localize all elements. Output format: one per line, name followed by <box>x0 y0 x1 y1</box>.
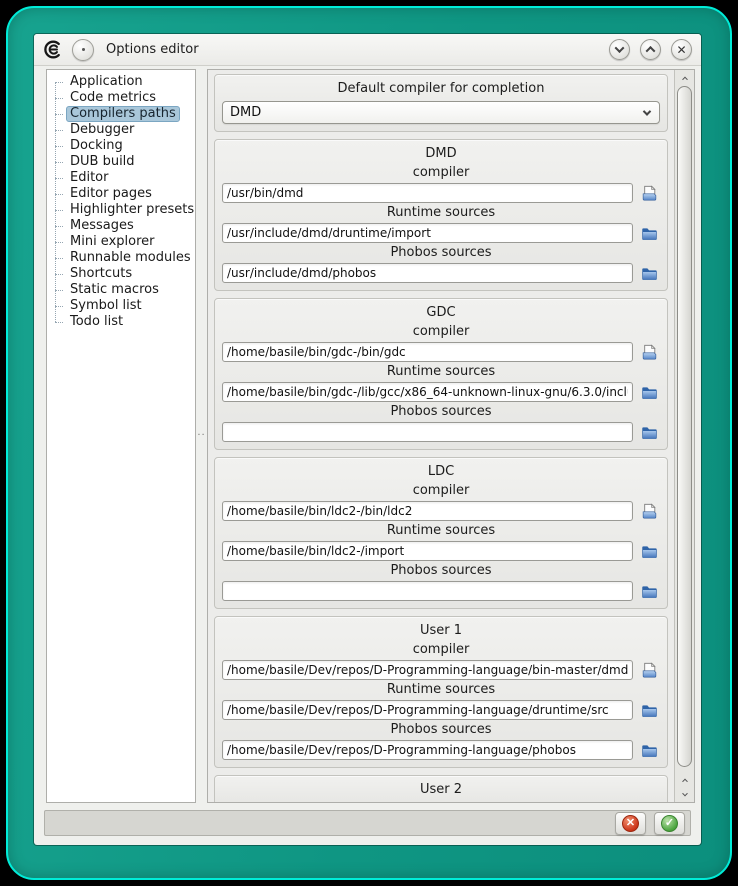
roll-down-button[interactable] <box>609 39 630 60</box>
path-field <box>222 481 660 521</box>
chevron-up-icon <box>682 76 688 82</box>
path-input[interactable] <box>222 541 633 561</box>
sidebar-item-symbol-list[interactable] <box>49 298 193 314</box>
sidebar-item-label: Debugger <box>70 122 135 137</box>
group-fields <box>222 481 660 601</box>
path-input[interactable] <box>222 700 633 720</box>
group-title: LDC <box>427 464 455 479</box>
path-input[interactable] <box>222 382 633 402</box>
field-row <box>222 422 660 442</box>
sidebar-item-messages[interactable] <box>49 218 193 234</box>
content-row <box>34 66 701 807</box>
sidebar-item-docking[interactable] <box>49 138 193 154</box>
path-input[interactable] <box>222 263 633 283</box>
folder-picker-button[interactable] <box>638 700 660 720</box>
compiler-group-user-1 <box>214 616 668 768</box>
sidebar-item-label: DUB build <box>70 154 135 169</box>
sidebar-item-label: Application <box>70 74 143 89</box>
sidebar-item-label: Mini explorer <box>70 234 155 249</box>
roll-up-button[interactable] <box>640 39 661 60</box>
sidebar-item-dub-build[interactable] <box>49 154 193 170</box>
coedit-logo-icon <box>43 39 64 60</box>
accept-check-icon: ✓ <box>661 815 678 832</box>
sidebar-item-label: Shortcuts <box>70 266 133 281</box>
close-icon: ✕ <box>676 42 687 57</box>
sidebar-item-label: Highlighter presets <box>70 202 195 217</box>
path-field <box>222 640 660 680</box>
close-button[interactable] <box>671 39 692 60</box>
path-input[interactable] <box>222 342 633 362</box>
chevron-down-icon <box>682 790 688 796</box>
field-label: Phobos sources <box>390 245 492 260</box>
folder-icon <box>641 583 658 600</box>
folder-picker-button[interactable] <box>638 740 660 760</box>
field-label: compiler <box>412 642 470 657</box>
scrollbar-track[interactable] <box>677 85 692 772</box>
folder-icon <box>641 742 658 759</box>
field-label: Phobos sources <box>390 722 492 737</box>
sidebar-item-label: Editor <box>70 170 109 185</box>
vertical-scrollbar[interactable] <box>674 70 694 802</box>
footer <box>34 807 701 845</box>
path-field <box>222 322 660 362</box>
sidebar-item-label: Editor pages <box>70 186 152 201</box>
group-fields <box>222 640 660 760</box>
compiler-group-gdc <box>214 298 668 450</box>
sidebar-item-label: Static macros <box>70 282 159 297</box>
compiler-group-user-2 <box>214 775 668 802</box>
group-fields <box>222 322 660 442</box>
path-input[interactable] <box>222 740 633 760</box>
chevron-up-icon <box>646 46 656 56</box>
sidebar-item-label: Messages <box>70 218 134 233</box>
open-file-icon <box>641 662 658 679</box>
cancel-cross-icon: ✕ <box>622 815 639 832</box>
path-input[interactable] <box>222 660 633 680</box>
folder-picker-button[interactable] <box>638 382 660 402</box>
sidebar-tree <box>49 74 193 330</box>
scroll-up-button-bottom[interactable] <box>675 772 694 787</box>
sidebar-item-label: Todo list <box>70 314 124 329</box>
path-field <box>222 561 660 601</box>
path-input[interactable] <box>222 501 633 521</box>
compiler-group-ldc <box>214 457 668 609</box>
open-file-icon <box>641 503 658 520</box>
window-title: Options editor <box>106 42 199 57</box>
default-compiler-group <box>214 74 668 132</box>
group-title: DMD <box>425 146 457 161</box>
folder-icon <box>641 702 658 719</box>
field-row <box>222 740 660 760</box>
folder-icon <box>641 225 658 242</box>
path-field <box>222 680 660 720</box>
file-picker-button[interactable] <box>638 183 660 203</box>
sidebar <box>46 69 196 803</box>
folder-icon <box>641 384 658 401</box>
folder-picker-button[interactable] <box>638 581 660 601</box>
field-label: Runtime sources <box>386 205 496 220</box>
sidebar-item-runnable-modules[interactable] <box>49 250 193 266</box>
accept-button[interactable] <box>654 812 685 835</box>
scroll-down-button[interactable] <box>675 787 694 802</box>
sidebar-item-label: Runnable modules <box>70 250 191 265</box>
splitter-grip-icon: ·· <box>197 430 206 441</box>
scrollbar-thumb[interactable] <box>677 86 692 767</box>
field-row <box>222 660 660 680</box>
field-row <box>222 501 660 521</box>
compiler-group-dmd <box>214 139 668 291</box>
footer-panel <box>44 810 691 836</box>
field-row <box>222 342 660 362</box>
folder-icon <box>641 424 658 441</box>
field-label: Runtime sources <box>386 364 496 379</box>
folder-picker-button[interactable] <box>638 263 660 283</box>
file-picker-button[interactable] <box>638 501 660 521</box>
field-row <box>222 541 660 561</box>
group-title: User 2 <box>419 782 463 797</box>
sidebar-item-mini-explorer[interactable] <box>49 234 193 250</box>
sidebar-item-editor-pages[interactable] <box>49 186 193 202</box>
sidebar-item-label: Code metrics <box>70 90 157 105</box>
field-label: Phobos sources <box>390 404 492 419</box>
menu-dot-icon <box>82 48 85 51</box>
sidebar-item-compilers-paths[interactable] <box>49 106 193 122</box>
scroll-up-button[interactable] <box>675 70 694 85</box>
field-row <box>222 581 660 601</box>
chevron-down-icon <box>615 43 625 53</box>
field-label: compiler <box>412 165 470 180</box>
sidebar-item-code-metrics[interactable] <box>49 90 193 106</box>
field-label: compiler <box>412 483 470 498</box>
options-panel <box>207 69 695 803</box>
scroll-content <box>208 70 674 802</box>
path-input[interactable] <box>222 422 633 442</box>
window-menu-button[interactable] <box>72 39 94 61</box>
folder-picker-button[interactable] <box>638 541 660 561</box>
path-field <box>222 163 660 203</box>
field-label: Runtime sources <box>386 523 496 538</box>
sidebar-item-editor[interactable] <box>49 170 193 186</box>
sidebar-item-shortcuts[interactable] <box>49 266 193 282</box>
path-field <box>222 243 660 283</box>
field-row <box>222 223 660 243</box>
field-label: compiler <box>412 324 470 339</box>
sidebar-item-static-macros[interactable] <box>49 282 193 298</box>
group-title: GDC <box>426 305 456 320</box>
path-field <box>222 521 660 561</box>
sidebar-item-debugger[interactable] <box>49 122 193 138</box>
path-field <box>222 203 660 243</box>
sidebar-item-todo-list[interactable] <box>49 314 193 330</box>
group-title: User 1 <box>419 623 463 638</box>
cancel-button[interactable] <box>615 812 646 835</box>
field-row <box>222 382 660 402</box>
path-field <box>222 402 660 442</box>
titlebar <box>34 34 701 66</box>
window-frame <box>6 6 732 880</box>
file-picker-button[interactable] <box>638 342 660 362</box>
path-input[interactable] <box>222 183 633 203</box>
combo-selected-value: DMD <box>230 105 262 120</box>
field-row <box>222 700 660 720</box>
path-input[interactable] <box>222 223 633 243</box>
field-row <box>222 263 660 283</box>
sidebar-item-highlighter-presets[interactable] <box>49 202 193 218</box>
chevron-down-icon <box>643 107 651 115</box>
group-title: Default compiler for completion <box>337 81 545 96</box>
sidebar-splitter[interactable] <box>196 69 207 803</box>
folder-icon <box>641 265 658 282</box>
chevron-up-icon <box>682 778 688 784</box>
field-row <box>222 183 660 203</box>
field-label: Runtime sources <box>386 682 496 697</box>
path-field <box>222 720 660 760</box>
folder-picker-button[interactable] <box>638 223 660 243</box>
folder-icon <box>641 543 658 560</box>
default-compiler-select[interactable] <box>222 101 660 124</box>
sidebar-item-application[interactable] <box>49 74 193 90</box>
sidebar-item-label: Compilers paths <box>66 106 180 122</box>
file-picker-button[interactable] <box>638 660 660 680</box>
open-file-icon <box>641 344 658 361</box>
group-fields <box>222 163 660 283</box>
field-label: Phobos sources <box>390 563 492 578</box>
path-input[interactable] <box>222 581 633 601</box>
open-file-icon <box>641 185 658 202</box>
folder-picker-button[interactable] <box>638 422 660 442</box>
sidebar-item-label: Symbol list <box>70 298 142 313</box>
sidebar-item-label: Docking <box>70 138 123 153</box>
path-field <box>222 362 660 402</box>
options-editor-window <box>34 34 701 845</box>
